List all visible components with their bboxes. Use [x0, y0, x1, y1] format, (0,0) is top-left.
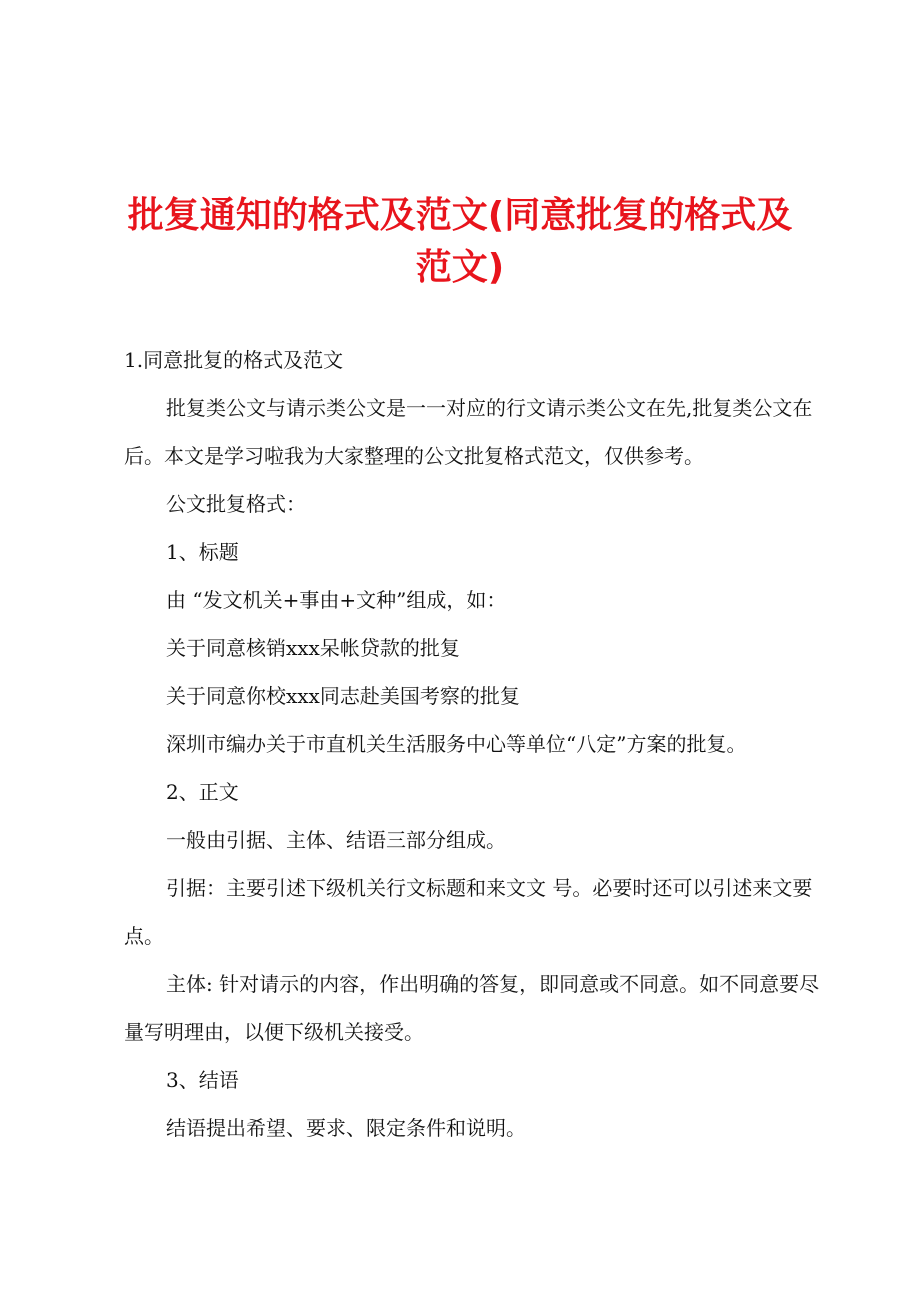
document-body [124, 336, 824, 1152]
paragraph-example-1: 关于同意核销xxx呆帐贷款的批复 [166, 636, 460, 660]
paragraph-citation: 引据：主要引述下级机关行文标题和来文文 号。必要时还可以引述来文要点。 [124, 876, 813, 948]
paragraph-intro: 批复类公文与请示类公文是一一对应的行文请示类公文在先,批复类公文在后。本文是学习啦我为大家整理的公文批复格式范文，仅供参考。 [124, 396, 813, 468]
paragraph-conclusion: 结语提出希望、要求、限定条件和说明。 [166, 1116, 526, 1140]
paragraph-format-heading: 公文批复格式： [166, 492, 306, 516]
paragraph-conclusion-heading: 3、结语 [166, 1068, 239, 1092]
paragraph-title-heading: 1、标题 [166, 540, 239, 564]
paragraph-main-body: 主体: 针对请示的内容，作出明确的答复，即同意或不同意。如不同意要尽量写明理由，以便下级机关接受。 [124, 972, 820, 1044]
paragraph-example-2: 关于同意你校xxx同志赴美国考察的批复 [166, 684, 520, 708]
section-heading: 1.同意批复的格式及范文 [124, 348, 344, 372]
paragraph-title-rule: 由 “发文机关+事由+文种”组成，如： [166, 588, 507, 612]
paragraph-body-heading: 2、正文 [166, 780, 239, 804]
paragraph-body-parts: 一般由引据、主体、结语三部分组成。 [166, 828, 506, 852]
paragraph-example-3: 深圳市编办关于市直机关生活服务中心等单位“八定”方案的批复。 [166, 732, 747, 756]
document-title: 批复通知的格式及范文(同意批复的格式及范文) [127, 195, 793, 288]
